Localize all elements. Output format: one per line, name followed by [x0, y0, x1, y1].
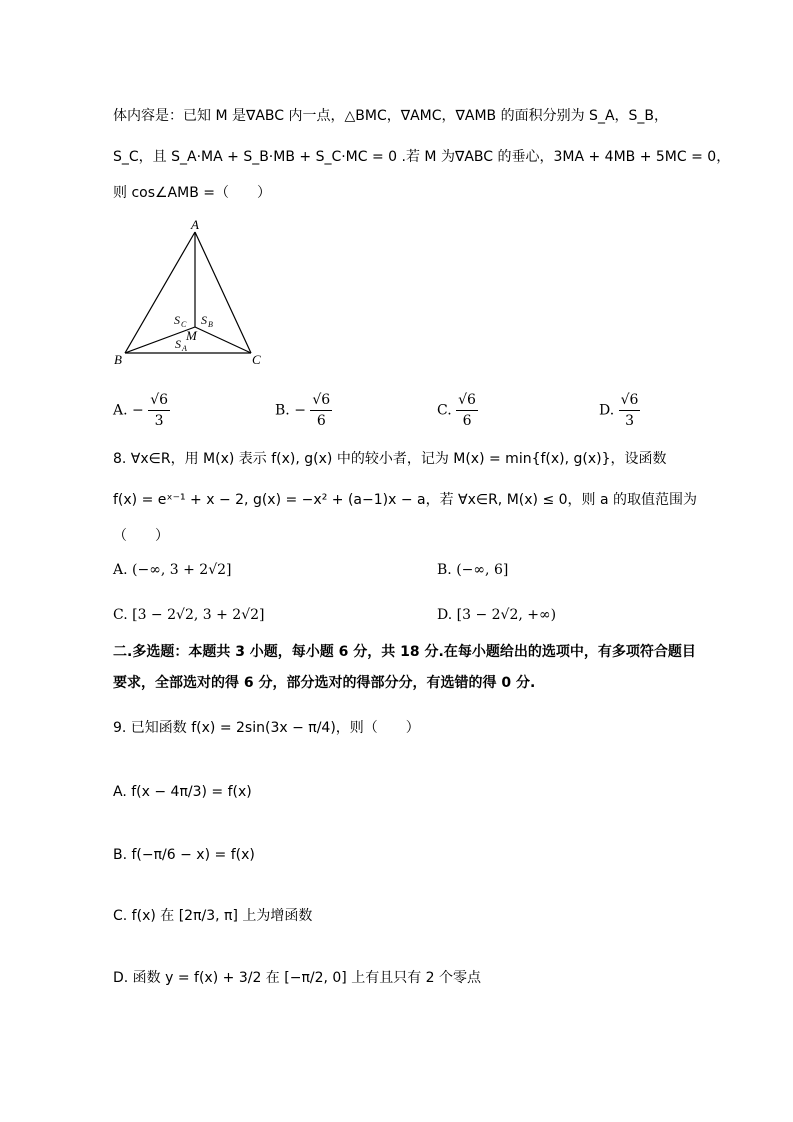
q8-line-3: （ ）: [113, 528, 169, 544]
q7-line-3: 则 cos∠AMB =（ ）: [113, 185, 271, 201]
q8-option-c[interactable]: C. [3 − 2√2, 3 + 2√2]: [113, 607, 265, 623]
section-2-heading-cont: 要求，全部选对的得 6 分，部分选对的得部分分，有选错的得 0 分.: [113, 675, 536, 691]
area-sa-subscript: A: [182, 344, 187, 353]
q7-option-a[interactable]: [113, 390, 170, 431]
area-sb-label: S: [201, 313, 207, 327]
q9-option-c[interactable]: C. f(x) 在 [2π/3, π] 上为增函数: [113, 908, 313, 924]
area-sc-subscript: C: [181, 320, 187, 329]
point-m-label: M: [186, 328, 197, 343]
vertex-b-label: B: [114, 352, 122, 367]
q7-option-d[interactable]: [599, 390, 640, 431]
q8-line-1: 8. ∀x∈R，用 M(x) 表示 f(x), g(x) 中的较小者，记为 M(x) = min{f(x), g(x)}，设函数: [113, 451, 667, 467]
option-letter: C.: [437, 402, 452, 419]
q9-option-b[interactable]: B. f(−π/6 − x) = f(x): [113, 847, 255, 863]
vertex-c-label: C: [252, 352, 261, 367]
q8-line-2: f(x) = eˣ⁻¹ + x − 2, g(x) = −x² + (a−1)x − a，若 ∀x∈R, M(x) ≤ 0，则 a 的取值范围为: [113, 492, 698, 508]
q9-option-a[interactable]: A. f(x − 4π/3) = f(x): [113, 784, 252, 800]
option-letter: B.: [275, 402, 290, 419]
q9-option-d[interactable]: D. 函数 y = f(x) + 3/2 在 [−π/2, 0] 上有且只有 2 个零点: [113, 970, 482, 986]
area-sa-label: S: [175, 337, 181, 351]
area-sc-label: S: [174, 313, 180, 327]
q7-option-b[interactable]: [275, 390, 332, 431]
q7-line-2: S_C，且 S_A·MA + S_B·MB + S_C·MC = 0 .若 M 为∇ABC 的垂心，3MA + 4MB + 5MC = 0，: [113, 149, 731, 165]
option-sign: −: [132, 402, 144, 419]
option-letter: A.: [113, 402, 128, 419]
area-sb-subscript: B: [208, 320, 213, 329]
section-2-heading: 二.多选题：本题共 3 小题，每小题 6 分，共 18 分.在每小题给出的选项中，有多项符合题目: [113, 644, 696, 660]
option-numerator: √6: [148, 390, 170, 411]
vertex-a-label: A: [191, 217, 199, 232]
q9-stem: 9. 已知函数 f(x) = 2sin(3x − π/4)，则（ ）: [113, 720, 420, 736]
q8-option-a[interactable]: A. (−∞, 3 + 2√2]: [113, 562, 232, 578]
option-numerator: √6: [456, 390, 478, 411]
option-numerator: √6: [310, 390, 332, 411]
option-denominator: 3: [625, 413, 635, 429]
option-denominator: 6: [462, 413, 472, 429]
option-denominator: 3: [154, 413, 164, 429]
q7-option-c[interactable]: [437, 390, 478, 431]
option-sign: −: [294, 402, 306, 419]
q8-option-d[interactable]: D. [3 − 2√2, +∞): [437, 607, 557, 623]
option-denominator: 6: [316, 413, 326, 429]
q7-line-1: 体内容是：已知 M 是∇ABC 内一点，△BMC，∇AMC，∇AMB 的面积分别为 S_A，S_B，: [113, 108, 669, 124]
q8-option-b[interactable]: B. (−∞, 6]: [437, 562, 509, 578]
option-letter: D.: [599, 402, 615, 419]
option-numerator: √6: [619, 390, 641, 411]
